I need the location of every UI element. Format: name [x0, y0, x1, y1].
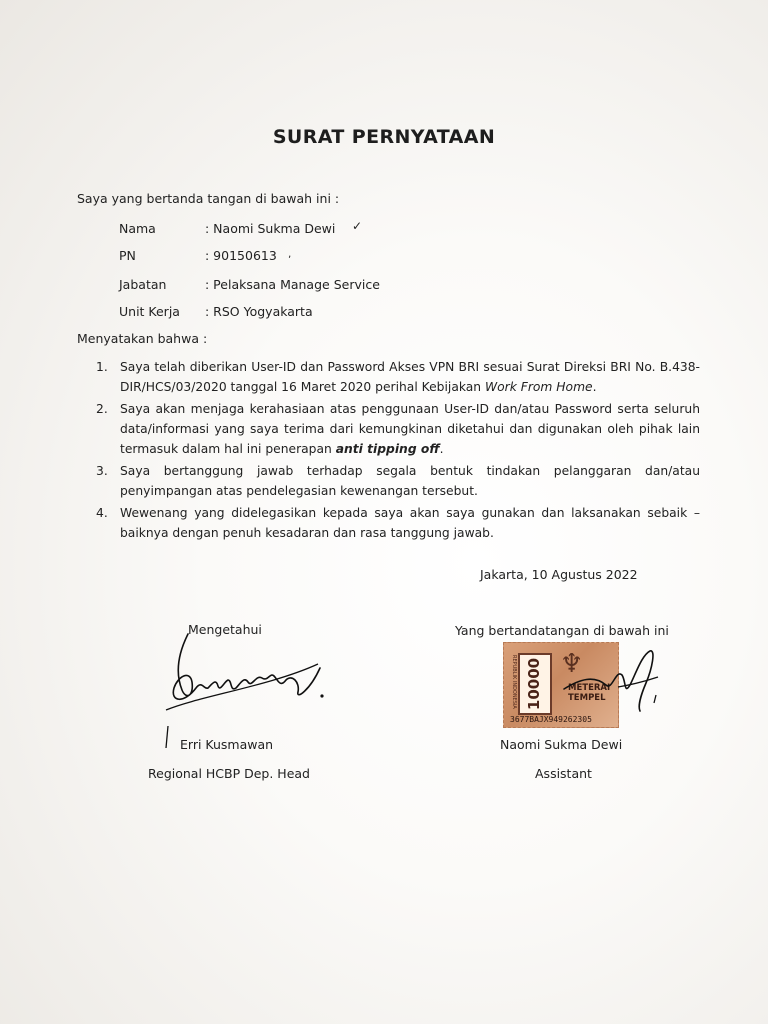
- place-date: Jakarta, 10 Agustus 2022: [480, 567, 638, 582]
- intro-text: Saya yang bertanda tangan di bawah ini :: [77, 191, 340, 206]
- statement-list: [96, 357, 700, 545]
- tick-mark-icon: ‚: [288, 249, 292, 260]
- stamp-serial: 3677BAJX949262305: [510, 715, 592, 724]
- stamp-value-box: [518, 653, 552, 715]
- list-item-text: Saya akan menjaga kerahasiaan atas penggunaan User-ID dan/atau Password serta seluruh data/informasi yang saya terima dari kemungkinan diketahui dan digunakan oleh pihak lain termasuk dalam hal ini penerapan anti tipping off.: [120, 402, 700, 456]
- left-signatory-position: Regional HCBP Dep. Head: [148, 766, 310, 781]
- stamp-side-text: REPUBLIK INDONESIA: [511, 655, 517, 709]
- field-value-unit-kerja: : RSO Yogyakarta: [205, 304, 313, 319]
- list-item: [96, 503, 700, 543]
- field-label-jabatan: Jabatan: [119, 277, 167, 292]
- list-item-number: 4.: [96, 506, 108, 520]
- field-value-nama: : Naomi Sukma Dewi: [205, 221, 336, 236]
- left-signature-icon: [160, 630, 340, 740]
- list-item-number: 3.: [96, 464, 108, 478]
- right-signatory-heading: Yang bertandatangan di bawah ini: [455, 623, 669, 638]
- field-label-nama: Nama: [119, 221, 156, 236]
- right-signatory-position: Assistant: [535, 766, 592, 781]
- right-signature-icon: [560, 645, 660, 715]
- list-item-text: Saya bertanggung jawab terhadap segala bentuk tindakan pelanggaran dan/atau penyimpangan atas pendelegasian kewenangan tersebut.: [120, 464, 700, 498]
- list-item: [96, 399, 700, 459]
- list-item-number: 1.: [96, 360, 108, 374]
- left-signatory-heading: Mengetahui: [188, 622, 262, 637]
- list-item: [96, 357, 700, 397]
- field-value-jabatan: : Pelaksana Manage Service: [205, 277, 380, 292]
- statement-intro: Menyatakan bahwa :: [77, 331, 208, 346]
- checkmark-icon: ✓: [352, 219, 363, 233]
- stamp-label: METERAI TEMPEL: [568, 683, 611, 703]
- field-label-unit-kerja: Unit Kerja: [119, 304, 180, 319]
- list-item-text: Wewenang yang didelegasikan kepada saya akan saya gunakan dan laksanakan sebaik – baiknya dengan penuh kesadaran dan rasa tanggung jawab.: [120, 506, 700, 540]
- list-item-number: 2.: [96, 402, 108, 416]
- stamp-value: 10000: [525, 657, 544, 711]
- field-label-pn: PN: [119, 248, 136, 263]
- list-item: [96, 461, 700, 501]
- field-value-pn: : 90150613: [205, 248, 277, 263]
- list-item-text: Saya telah diberikan User-ID dan Password Akses VPN BRI sesuai Surat Direksi BRI No. B.438-DIR/HCS/03/2020 tanggal 16 Maret 2020 perihal Kebijakan Work From Home.: [120, 360, 700, 394]
- right-signatory-name: Naomi Sukma Dewi: [500, 737, 623, 752]
- left-signatory-name: Erri Kusmawan: [180, 737, 274, 752]
- document-title: SURAT PERNYATAAN: [272, 126, 496, 148]
- garuda-emblem-icon: ♆: [560, 649, 584, 679]
